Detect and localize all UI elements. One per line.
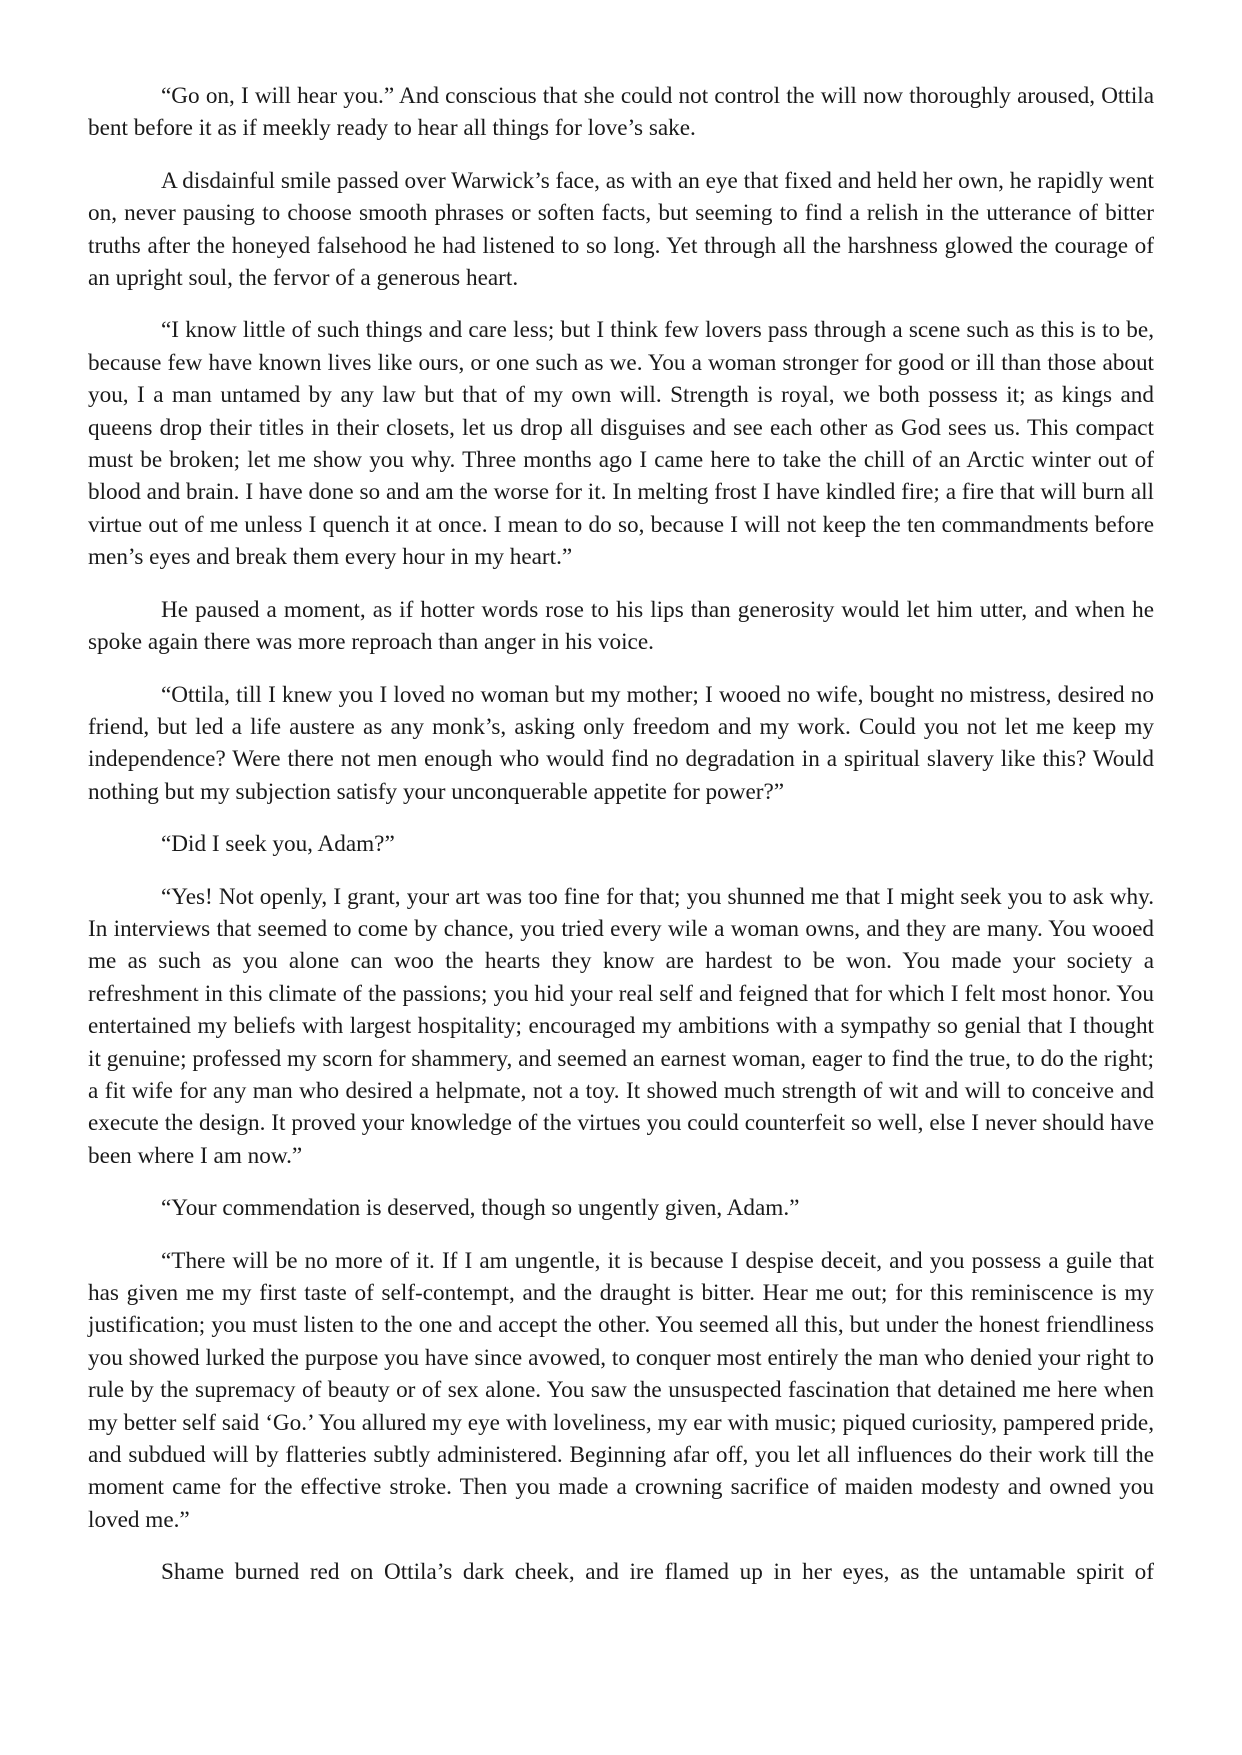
paragraph-8: “Your commendation is deserved, though so ungently given, Adam.”	[161, 1195, 800, 1222]
paragraph-2: A disdainful smile passed over Warwick’s face, as with an eye that fixed and held her own, he rapidly went on, never pausing to choose smooth phrases or soften facts, but seeming to find a relish in the utterance of bitter truths after the honeyed falsehood he had listened to so long. Yet through all the harshness glowed the courage of an upright soul, the fervor of a generous heart.	[88, 167, 1154, 292]
page-text	[88, 80, 1154, 1589]
paragraph-5: “Ottila, till I knew you I loved no woman but my mother; I wooed no wife, bought no mistress, desired no friend, but led a life austere as any monk’s, asking only freedom and my work. Could you not let me keep my independence? Were there not men enough who would find no degradation in a spiritual slavery like this? Would nothing but my subjection satisfy your unconquerable appetite for power?”	[88, 681, 1154, 805]
paragraph-1: “Go on, I will hear you.” And conscious that she could not control the will now thoroughly aroused, Ottila bent before it as if meekly ready to hear all things for love’s sake.	[88, 83, 1154, 142]
paragraph-7: “Yes! Not openly, I grant, your art was too fine for that; you shunned me that I might seek you to ask why. In interviews that seemed to come by chance, you tried every wile a woman owns, and they are many. You wooed me as such as you alone can woo the hearts they know are hardest to be won. You made your society a refreshment in this climate of the passions; you hid your real self and feigned that for which I felt most honor. You entertained my beliefs with largest hospitality; encouraged my ambitions with a sympathy so genial that I thought it genuine; professed my scorn for shammery, and seemed an earnest woman, eager to find the true, to do the right; a fit wife for any man who desired a helpmate, not a toy. It showed much strength of wit and will to conceive and execute the design. It proved your knowledge of the virtues you could counterfeit so well, else I never should have been where I am now.”	[88, 883, 1154, 1169]
paragraph-10: Shame burned red on Ottila’s dark cheek, and ire flamed up in her eyes, as the untamable spirit of	[161, 1559, 1154, 1586]
paragraph-9: “There will be no more of it. If I am ungentle, it is because I despise deceit, and you possess a guile that has given me my first taste of self-contempt, and the draught is bitter. Hear me out; for this reminiscence is my justification; you must listen to the one and accept the other. You seemed all this, but under the honest friendliness you showed lurked the purpose you have since avowed, to conquer most entirely the man who denied your right to rule by the supremacy of beauty or of sex alone. You saw the unsuspected fascination that detained me here when my better self said ‘Go.’ You allured my eye with loveliness, my ear with music; piqued curiosity, pampered pride, and subdued will by flatteries subtly administered. Beginning afar off, you let all influences do their work till the moment came for the effective stroke. Then you made a crowning sacrifice of maiden modesty and owned you loved me.”	[88, 1247, 1154, 1533]
paragraph-6: “Did I seek you, Adam?”	[161, 831, 395, 858]
paragraph-4: He paused a moment, as if hotter words rose to his lips than generosity would let him utter, and when he spoke again there was more reproach than anger in his voice.	[88, 596, 1154, 656]
paragraph-3: “I know little of such things and care less; but I think few lovers pass through a scene such as this is to be, because few have known lives like ours, or one such as we. You a woman stronger for good or ill than those about you, I a man untamed by any law but that of my own will. Strength is royal, we both possess it; as kings and queens drop their titles in their closets, let us drop all disguises and see each other as God sees us. This compact must be broken; let me show you why. Three months ago I came here to take the chill of an Arctic winter out of blood and brain. I have done so and am the worse for it. In melting frost I have kindled fire; a fire that will burn all virtue out of me unless I quench it at once. I mean to do so, because I will not keep the ten commandments before men’s eyes and break them every hour in my heart.”	[88, 317, 1154, 571]
